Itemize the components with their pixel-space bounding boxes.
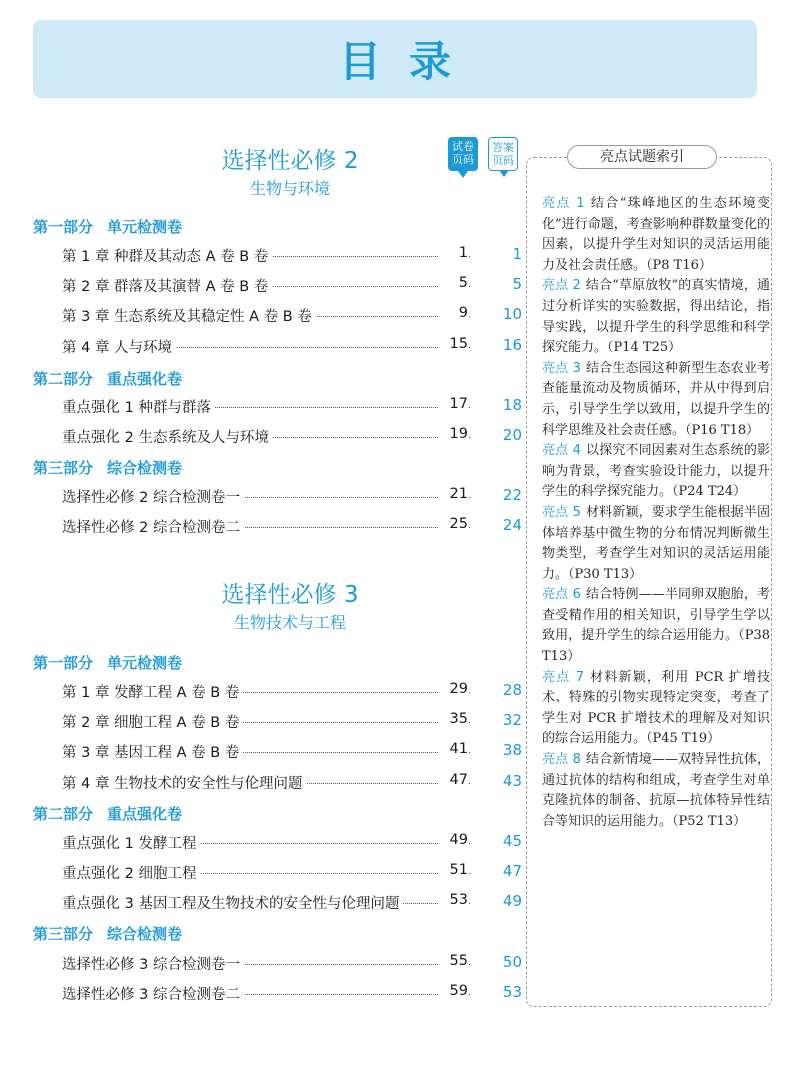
entry-label: 重点强化 2 生态系统及人与环境 <box>62 426 273 447</box>
entry-label: 重点强化 2 细胞工程 <box>62 862 200 883</box>
entry-label: 第 3 章 基因工程 A 卷 B 卷 <box>62 741 243 762</box>
highlight-key: 亮点 3 <box>542 360 581 376</box>
highlight-item <box>542 668 770 750</box>
part-heading <box>33 368 196 389</box>
part-heading <box>33 923 196 944</box>
entry-answer-page: 24 <box>502 516 522 534</box>
highlight-text: 结合生态园这种新型生态农业考查能量流动及物质循环，并从中得到启示，引导学生学以致用，以提升学生的科学思维及社会责任感。（P16 T18） <box>542 360 770 438</box>
paper-stamp-line2: 页码 <box>452 153 474 166</box>
entry-page: 19 <box>438 426 468 442</box>
entry-answer-page: 22 <box>502 486 522 504</box>
entry-page: 51 <box>438 862 468 878</box>
highlight-item <box>542 276 770 358</box>
toc-entry[interactable] <box>62 396 522 416</box>
part-name: 重点强化卷 <box>107 805 183 823</box>
entry-answer-page: 10 <box>502 305 522 323</box>
answer-stamp-line2: 页码 <box>492 154 514 167</box>
entry-answer-page: 18 <box>502 396 522 414</box>
entry-page: 29 <box>438 681 468 697</box>
entry-page: 1 <box>438 245 468 261</box>
highlight-key: 亮点 7 <box>542 669 584 685</box>
toc-entry[interactable] <box>62 305 522 325</box>
book-subtitle: 生物与环境 <box>249 179 330 198</box>
highlight-item <box>542 750 770 832</box>
entry-page: 17 <box>438 396 468 412</box>
part-label: 第一部分 <box>33 654 94 672</box>
part-name: 综合检测卷 <box>107 925 183 943</box>
highlight-key: 亮点 5 <box>542 504 581 520</box>
part-heading <box>33 652 196 673</box>
entry-answer-page: 20 <box>502 426 522 444</box>
entry-answer-page: 28 <box>502 681 522 699</box>
toc-entry[interactable] <box>62 832 522 852</box>
toc-entry[interactable] <box>62 983 522 1003</box>
toc-entry[interactable] <box>62 953 522 973</box>
entry-label: 第 2 章 细胞工程 A 卷 B 卷 <box>62 711 243 732</box>
highlight-text: 材料新颖，要求学生能根据半固体培养基中微生物的分布情况判断微生物类型，考查学生对知识的灵活运用能力。（P30 T13） <box>542 504 770 582</box>
highlight-text: 材料新颖，利用 PCR 扩增技术、特殊的引物实现特定突变，考查了学生对 PCR 扩增技术的理解及对知识的综合运用能力。（P45 T19） <box>542 669 771 747</box>
highlight-key: 亮点 8 <box>542 752 581 768</box>
toc-entry[interactable] <box>62 772 522 792</box>
book-subtitle: 生物技术与工程 <box>233 613 346 632</box>
entry-answer-page: 53 <box>502 983 522 1001</box>
entry-label: 第 1 章 发酵工程 A 卷 B 卷 <box>62 681 243 702</box>
entry-answer-page: 32 <box>502 711 522 729</box>
entry-page: 55 <box>438 953 468 969</box>
part-name: 单元检测卷 <box>107 654 183 672</box>
highlight-index-title: 亮点试题索引 <box>567 145 717 169</box>
entry-page: 35 <box>438 711 468 727</box>
part-label: 第二部分 <box>33 805 94 823</box>
highlight-item <box>542 194 770 276</box>
part-heading <box>33 803 196 824</box>
answer-stamp-line1: 答案 <box>492 141 514 154</box>
toc-entry[interactable] <box>62 711 522 731</box>
highlight-text: 结合新情境——双特异性抗体，通过抗体的结构和组成，考查学生对单克隆抗体的制备、抗原—抗体特异性结合等知识的运用能力。（P52 T13） <box>542 752 770 829</box>
entry-answer-page: 38 <box>502 741 522 759</box>
paper-stamp-line1: 试卷 <box>452 140 474 153</box>
part-name: 综合检测卷 <box>107 459 183 477</box>
entry-label: 选择性必修 2 综合检测卷二 <box>62 516 244 537</box>
highlight-text: 以探究不同因素对生态系统的影响为背景，考查实验设计能力，以提升学生的科学探究能力。（P24 T24） <box>542 443 770 500</box>
entry-label: 重点强化 3 基因工程及生物技术的安全性与伦理问题 <box>62 892 403 913</box>
entry-page: 21 <box>438 486 468 502</box>
entry-label: 第 4 章 生物技术的安全性与伦理问题 <box>62 772 307 793</box>
entry-page: 15 <box>438 336 468 352</box>
entry-answer-page: 5 <box>512 275 522 293</box>
entry-label: 重点强化 1 种群与群落 <box>62 396 215 417</box>
entry-page: 9 <box>438 305 468 321</box>
part-name: 单元检测卷 <box>107 218 183 236</box>
book-title: 选择性必修 3 <box>221 582 359 608</box>
part-label: 第一部分 <box>33 218 94 236</box>
part-name: 重点强化卷 <box>107 370 183 388</box>
entry-label: 第 3 章 生态系统及其稳定性 A 卷 B 卷 <box>62 305 316 326</box>
entry-answer-page: 45 <box>502 832 522 850</box>
highlight-key: 亮点 4 <box>542 443 581 459</box>
page-title: 目录 <box>338 37 479 86</box>
entry-page: 47 <box>438 772 468 788</box>
highlight-item <box>542 585 770 667</box>
toc-entry[interactable] <box>62 245 522 265</box>
entry-page: 53 <box>438 892 468 908</box>
answer-page-stamp <box>488 137 518 171</box>
entry-answer-page: 49 <box>502 892 522 910</box>
highlight-key: 亮点 2 <box>542 278 581 294</box>
entry-page: 49 <box>438 832 468 848</box>
part-heading <box>33 216 196 237</box>
highlight-text: 结合“草原放牧”的真实情境，通过分析详实的实验数据，得出结论，指导实践，以提升学生的科学思维和科学探究能力。（P14 T25） <box>542 278 771 356</box>
part-label: 第二部分 <box>33 370 94 388</box>
highlight-text: 结合特例——半同卵双胞胎，考查受精作用的相关知识，引导学生学以致用，提升学生的综合运用能力。（P38 T13） <box>542 587 770 665</box>
toc-entry[interactable] <box>62 741 522 761</box>
entry-page: 41 <box>438 741 468 757</box>
entry-label: 第 2 章 群落及其演替 A 卷 B 卷 <box>62 275 272 296</box>
entry-label: 重点强化 1 发酵工程 <box>62 832 200 853</box>
entry-page: 5 <box>438 275 468 291</box>
toc-entry[interactable] <box>62 426 522 446</box>
entry-answer-page: 43 <box>502 772 522 790</box>
entry-answer-page: 1 <box>512 245 522 263</box>
entry-answer-page: 16 <box>502 336 522 354</box>
part-heading <box>33 457 196 478</box>
highlight-item <box>542 441 770 503</box>
highlight-key: 亮点 1 <box>542 196 585 211</box>
entry-label: 选择性必修 3 综合检测卷一 <box>62 953 244 974</box>
toc-entry[interactable] <box>62 681 522 701</box>
toc-entry[interactable] <box>62 336 522 356</box>
entry-label: 选择性必修 2 综合检测卷一 <box>62 486 244 507</box>
header-band <box>33 20 757 98</box>
entry-answer-page: 47 <box>502 862 522 880</box>
entry-page: 59 <box>438 983 468 999</box>
highlight-item <box>542 359 770 441</box>
highlight-key: 亮点 6 <box>542 587 581 603</box>
highlight-index-list <box>542 194 770 832</box>
entry-answer-page: 50 <box>502 953 522 971</box>
entry-label: 第 1 章 种群及其动态 A 卷 B 卷 <box>62 245 272 266</box>
toc-entry[interactable] <box>62 892 522 912</box>
part-label: 第三部分 <box>33 925 94 943</box>
toc-entry[interactable] <box>62 516 522 536</box>
toc-entry[interactable] <box>62 275 522 295</box>
toc-entry[interactable] <box>62 486 522 506</box>
part-label: 第三部分 <box>33 459 94 477</box>
entry-page: 25 <box>438 516 468 532</box>
entry-label: 第 4 章 人与环境 <box>62 336 176 357</box>
toc-entry[interactable] <box>62 862 522 882</box>
highlight-text: 结合“珠峰地区的生态环境变化”进行命题，考查影响种群数量变化的因素，以提升学生对知识的灵活运用能力及社会责任感。（P8 T16） <box>542 196 771 273</box>
entry-label: 选择性必修 3 综合检测卷二 <box>62 983 244 1004</box>
book-title: 选择性必修 2 <box>221 148 359 174</box>
paper-page-stamp <box>448 137 478 171</box>
highlight-item <box>542 503 770 585</box>
